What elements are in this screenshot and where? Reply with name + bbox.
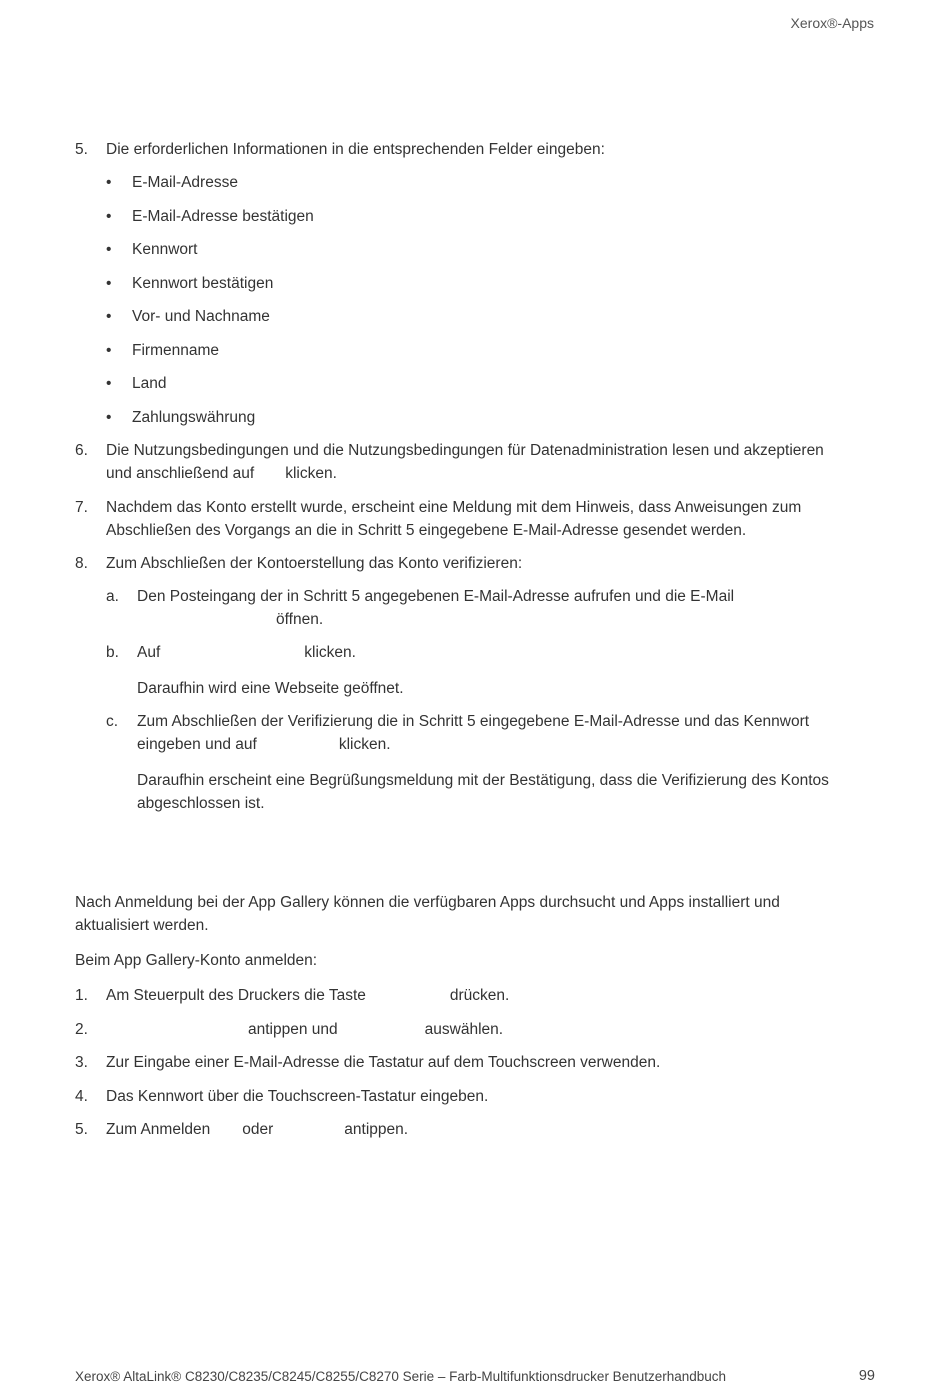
step-7: 7. Nachdem das Konto erstellt wurde, erscheint eine Meldung mit dem Hinweis, dass Anweisungen zum Abschließen des Vorgangs an die in Schritt 5 eingegebene E-Mail-Adresse gesendet werden. — [75, 496, 875, 542]
list-item: • Land — [106, 372, 875, 395]
page-content — [75, 138, 875, 1141]
page-footer — [75, 1365, 875, 1388]
step-number: 7. — [75, 499, 88, 516]
login-step-2: 2. antippen und auswählen. — [75, 1018, 875, 1041]
bullet-icon: • — [106, 308, 112, 325]
step-number: 5. — [75, 1121, 88, 1138]
step-8b: b. Auf klicken. — [106, 644, 356, 661]
step-number: 8. — [75, 555, 88, 572]
list-item: • Firmenname — [106, 339, 875, 362]
step-6: 6. Die Nutzungsbedingungen und die Nutzungsbedingungen für Datenadministration lesen und akzeptieren und anschließend auf klicken. — [75, 439, 875, 485]
list-item: • E-Mail-Adresse — [106, 171, 875, 194]
bullet-icon: • — [106, 241, 112, 258]
running-header: Xerox®-Apps — [790, 15, 874, 31]
bullet-icon: • — [106, 174, 112, 191]
section-intro: Nach Anmeldung bei der App Gallery können die verfügbaren Apps durchsucht und Apps installiert und aktualisiert werden. — [75, 894, 780, 934]
step-number: 5. — [75, 141, 88, 158]
bullet-icon: • — [106, 207, 112, 225]
step-8a: a. Den Posteingang der in Schritt 5 angegebenen E-Mail-Adresse aufrufen und die E-Mail öffnen. — [106, 588, 735, 628]
list-item: • Kennwort bestätigen — [106, 272, 875, 295]
step-number: 6. — [75, 442, 88, 459]
step-note: Daraufhin erscheint eine Begrüßungsmeldung mit der Bestätigung, dass die Verifizierung des Kontos abgeschlossen ist. — [137, 772, 829, 812]
list-item: • Zahlungswährung — [106, 406, 875, 429]
section-lead: Beim App Gallery-Konto anmelden: — [75, 952, 318, 969]
bullet-icon: • — [106, 408, 112, 426]
list-item: • E-Mail-Adresse bestätigen — [106, 205, 875, 228]
step-8c: c. Zum Abschließen der Verifizierung die in Schritt 5 eingegebene E-Mail-Adresse und das Kennwort eingeben und auf klicken. — [106, 713, 810, 753]
step-8: 8. Zum Abschließen der Kontoerstellung das Konto verifizieren: — [75, 552, 875, 575]
login-step-5: 5. Zum Anmelden oder antippen. — [75, 1118, 875, 1141]
login-step-4: 4. Das Kennwort über die Touchscreen-Tastatur eingeben. — [75, 1085, 875, 1108]
bullet-icon: • — [106, 274, 112, 292]
step-note: Daraufhin wird eine Webseite geöffnet. — [137, 680, 404, 697]
login-step-1: 1. Am Steuerpult des Druckers die Taste drücken. — [75, 984, 875, 1007]
step-number: 2. — [75, 1021, 88, 1038]
step-number: 3. — [75, 1054, 88, 1071]
step-number: 4. — [75, 1088, 88, 1105]
login-step-3: 3. Zur Eingabe einer E-Mail-Adresse die Tastatur auf dem Touchscreen verwenden. — [75, 1051, 875, 1074]
step-5 — [75, 138, 875, 161]
list-item: • Kennwort — [106, 238, 875, 261]
step-text: Die erforderlichen Informationen in die entsprechenden Felder eingeben: — [106, 141, 605, 158]
list-item: • Vor- und Nachname — [106, 305, 875, 328]
bullet-icon: • — [106, 341, 112, 359]
page-number: 99 — [858, 1368, 875, 1384]
footer-title: Xerox® AltaLink® C8230/C8235/C8245/C8255/C8270 Serie – Farb-Multifunktionsdrucker Benutzerhandbuch — [75, 1369, 727, 1384]
bullet-icon: • — [106, 375, 112, 392]
step-number: 1. — [75, 987, 88, 1004]
